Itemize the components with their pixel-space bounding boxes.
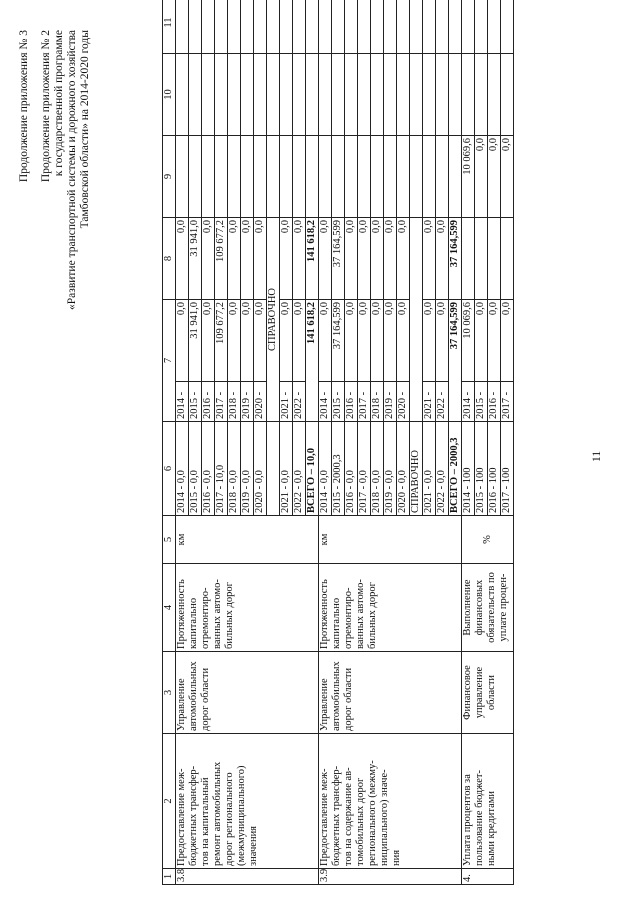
col9-value: 10 069,6 — [462, 136, 475, 218]
spravochno-label: СПРАВОЧНО — [410, 422, 423, 516]
year-label: 2015 - — [189, 382, 202, 422]
col8-value: 0,0 — [280, 218, 293, 300]
col8-value: 0,0 — [254, 218, 267, 300]
year-label: 2022 - — [293, 382, 306, 422]
plan-value: 2021 - 0,0 — [423, 422, 436, 516]
row-number: 4. — [462, 869, 514, 885]
unit: км — [319, 516, 462, 564]
col8-value: 0,0 — [436, 218, 449, 300]
table-row — [176, 0, 189, 885]
plan-value: 2016 - 0,0 — [202, 422, 215, 516]
plan-value: 2014 - 0,0 — [319, 422, 332, 516]
col-num-1: 1 — [163, 869, 176, 885]
plan-value: 2014 - 0,0 — [176, 422, 189, 516]
year-label: 2020 - — [254, 382, 267, 422]
table-row — [462, 0, 475, 885]
plan-value: 2018 - 0,0 — [228, 422, 241, 516]
col7-value: 0,0 — [488, 300, 501, 382]
col7-value: 0,0 — [501, 300, 514, 382]
plan-value: 2022 - 0,0 — [293, 422, 306, 516]
year-label: 2014 - — [176, 382, 189, 422]
col9-value — [176, 136, 189, 218]
program-measures-table — [162, 0, 514, 885]
year-label: 2015 - — [332, 382, 345, 422]
year-label: 2017 - — [358, 382, 371, 422]
page-number: 11 — [591, 450, 603, 462]
year-label: 2021 - — [280, 382, 293, 422]
year-label: 2016 - — [345, 382, 358, 422]
year-label: 2016 - — [202, 382, 215, 422]
col11-value — [176, 0, 189, 54]
unit: км — [176, 516, 319, 564]
total-col7: 37 164,599 — [449, 300, 462, 422]
executor: Управление автомобильных дорог области — [176, 652, 319, 734]
col7-value: 0,0 — [345, 300, 358, 382]
year-label: 2018 - — [228, 382, 241, 422]
indicator: Протяженность капитально отремонтиро- ванных автомо- бильных дорог — [319, 564, 462, 652]
col8-value: 31 941,0 — [189, 218, 202, 300]
col8-value: 0,0 — [176, 218, 189, 300]
col-num-6: 6 — [163, 422, 176, 516]
header-line-1: Продолжение приложения № 3 — [18, 30, 30, 183]
col7-value: 10 069,6 — [462, 300, 475, 382]
plan-value: 2020 - 0,0 — [397, 422, 410, 516]
table-row — [319, 0, 332, 885]
year-label: 2020 - — [397, 382, 410, 422]
col-num-9: 9 — [163, 136, 176, 218]
header-line-2: Продолжение приложения № 2 — [40, 30, 52, 183]
col7-value: 0,0 — [358, 300, 371, 382]
plan-value: 2015 - 2000,3 — [332, 422, 345, 516]
col9-value: 0,0 — [475, 136, 488, 218]
unit: % — [462, 516, 514, 564]
year-label: 2015 - — [475, 382, 488, 422]
plan-value: 2017 - 100 — [501, 422, 514, 516]
col-num-10: 10 — [163, 54, 176, 136]
col7-value: 0,0 — [384, 300, 397, 382]
col9-value: 0,0 — [488, 136, 501, 218]
col8-value: 109 677,2 — [215, 218, 228, 300]
year-label: 2016 - — [488, 382, 501, 422]
col-num-5: 5 — [163, 516, 176, 564]
col7-value: 0,0 — [319, 300, 332, 382]
year-label: 2017 - — [501, 382, 514, 422]
col8-value: 0,0 — [345, 218, 358, 300]
col7-value: 0,0 — [436, 300, 449, 382]
col-num-4: 4 — [163, 564, 176, 652]
year-label: 2019 - — [384, 382, 397, 422]
col8-value: 37 164,599 — [332, 218, 345, 300]
col7-value: 0,0 — [397, 300, 410, 382]
col8-value: 0,0 — [241, 218, 254, 300]
plan-value: 2022 - 0,0 — [436, 422, 449, 516]
col7-value: 0,0 — [241, 300, 254, 382]
col-num-2: 2 — [163, 734, 176, 869]
executor: Финансовое управление области — [462, 652, 514, 734]
measure-name: Уплата процентов за пользование бюджет- ными кредитами — [462, 734, 514, 869]
plan-value: 2019 - 0,0 — [384, 422, 397, 516]
col7-value: 31 941,0 — [189, 300, 202, 382]
col7-value: 0,0 — [371, 300, 384, 382]
col7-value: 0,0 — [423, 300, 436, 382]
col10-value — [176, 54, 189, 136]
plan-value: 2015 - 0,0 — [189, 422, 202, 516]
total-col7: 141 618,2 — [306, 300, 319, 422]
plan-value: 2015 - 100 — [475, 422, 488, 516]
plan-value: 2016 - 100 — [488, 422, 501, 516]
year-label: 2017 - — [215, 382, 228, 422]
total-col8: 37 164,599 — [449, 218, 462, 300]
year-label: 2019 - — [241, 382, 254, 422]
year-label: 2018 - — [371, 382, 384, 422]
col-num-7: 7 — [163, 300, 176, 422]
column-number-row — [163, 0, 176, 885]
col7-value: 109 677,2 — [215, 300, 228, 382]
header-line-3: к государственной программе — [53, 30, 65, 177]
plan-value: 2017 - 0,0 — [358, 422, 371, 516]
year-label: 2014 - — [462, 382, 475, 422]
col8-value: 0,0 — [397, 218, 410, 300]
col7-value: 0,0 — [293, 300, 306, 382]
col-num-8: 8 — [163, 218, 176, 300]
measure-name: Предоставление меж- бюджетных трансфер- тов на содержание ав- томобильных дорог регионального (межму- ниципального) значе- ния — [319, 734, 462, 869]
col8-value: 0,0 — [319, 218, 332, 300]
col8-value: 0,0 — [228, 218, 241, 300]
plan-value: 2020 - 0,0 — [254, 422, 267, 516]
plan-value: 2014 - 100 — [462, 422, 475, 516]
plan-value: 2018 - 0,0 — [371, 422, 384, 516]
executor: Управление автомобильных дорог области — [319, 652, 462, 734]
measure-name: Предоставление меж- бюджетных трансфер- тов на капитальный ремонт автомобильных дорог регионального (межмуниципального) значения — [176, 734, 319, 869]
plan-value: 2017 - 10,0 — [215, 422, 228, 516]
col7-value: 0,0 — [280, 300, 293, 382]
row-number: 3.9 — [319, 869, 462, 885]
total-plan: ВСЕГО – 10,0 — [306, 422, 319, 516]
col8-value: 0,0 — [384, 218, 397, 300]
year-label: 2021 - — [423, 382, 436, 422]
col7-value: 0,0 — [202, 300, 215, 382]
col7-value: 37 164,599 — [332, 300, 345, 382]
plan-value: 2016 - 0,0 — [345, 422, 358, 516]
row-number: 3.8 — [176, 869, 319, 885]
year-label: 2014 - — [319, 382, 332, 422]
spravochno-label: СПРАВОЧНО — [267, 218, 280, 422]
header-line-4: «Развитие транспортной системы и дорожного хозяйства — [66, 30, 78, 310]
col8-value: 0,0 — [423, 218, 436, 300]
col-num-11: 11 — [163, 0, 176, 54]
col8-value: 0,0 — [358, 218, 371, 300]
total-col8: 141 618,2 — [306, 218, 319, 300]
col7-value: 0,0 — [228, 300, 241, 382]
col-num-3: 3 — [163, 652, 176, 734]
total-plan: ВСЕГО – 2000,3 — [449, 422, 462, 516]
plan-value: 2021 - 0,0 — [280, 422, 293, 516]
indicator: Выполнение финансовых обязательств по уплате процен- — [462, 564, 514, 652]
indicator: Протяженность капитально отремонтиро- ванных автомо- бильных дорог — [176, 564, 319, 652]
col8-value: 0,0 — [293, 218, 306, 300]
plan-value: 2019 - 0,0 — [241, 422, 254, 516]
col7-value: 0,0 — [475, 300, 488, 382]
col7-value: 0,0 — [176, 300, 189, 382]
col8-value: 0,0 — [371, 218, 384, 300]
col8-value: 0,0 — [202, 218, 215, 300]
year-label: 2022 - — [436, 382, 449, 422]
col9-value: 0,0 — [501, 136, 514, 218]
col7-value: 0,0 — [254, 300, 267, 382]
header-line-5: Тамбовской области» на 2014-2020 годы — [79, 30, 91, 229]
